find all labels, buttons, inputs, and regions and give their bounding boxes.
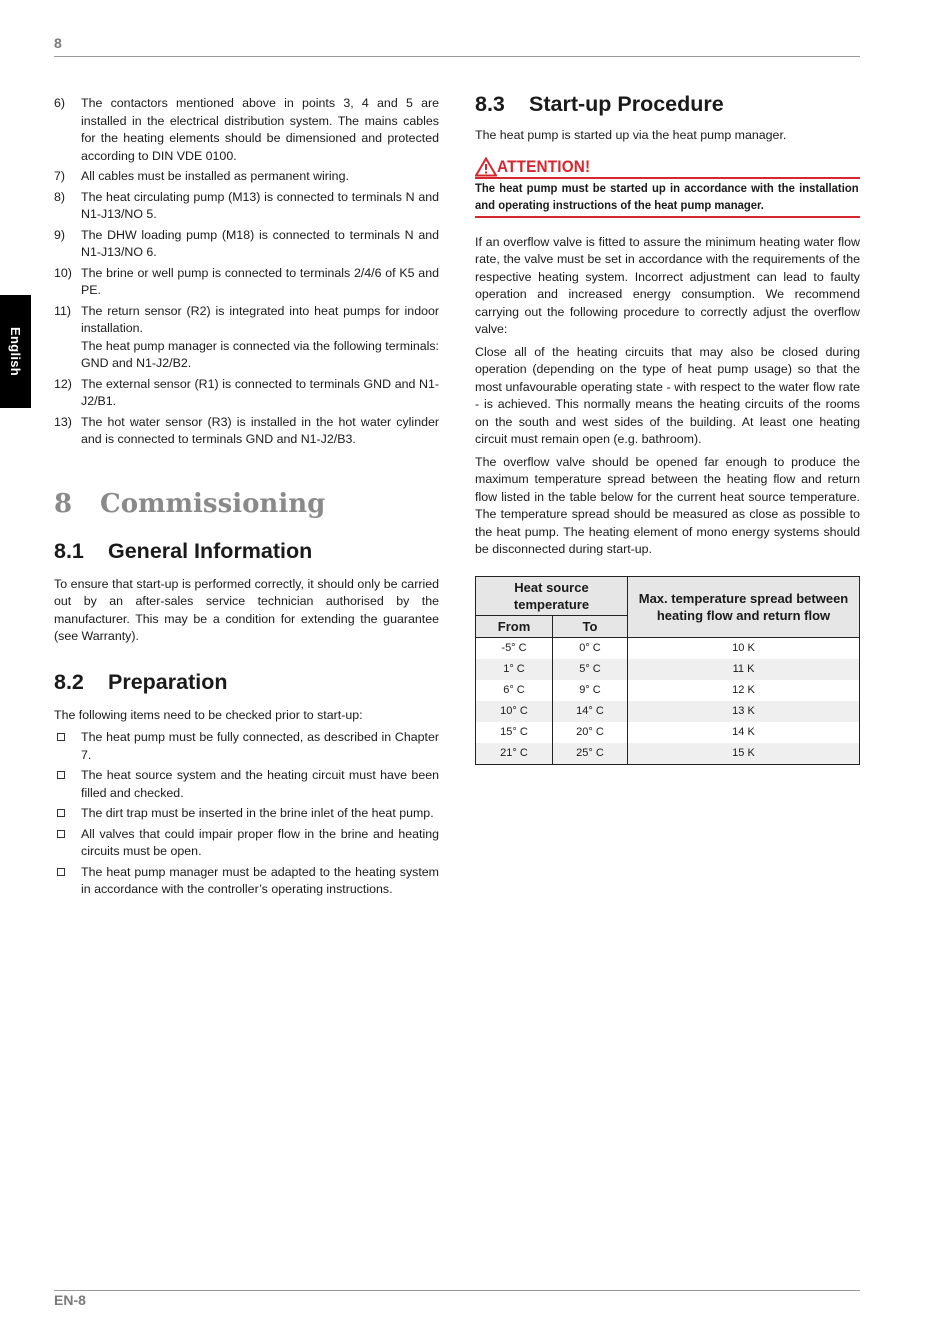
section-heading-8-3 [475, 92, 860, 117]
section-heading-8-2 [54, 670, 439, 695]
list-item-text: The hot water sensor (R3) is installed in the hot water cylinder and is connected to terminals GND and N1-J2/B3. [81, 414, 439, 446]
attention-label: ATTENTION! [497, 156, 591, 176]
language-tab-label: English [8, 326, 23, 377]
footer-rule [54, 1290, 860, 1291]
list-item [54, 189, 439, 224]
list-item-number: 9) [54, 227, 66, 242]
cell-spread: 10 K [628, 637, 860, 659]
section-number: 8.1 [54, 538, 84, 563]
list-item-number: 7) [54, 169, 66, 183]
square-bullet-icon [54, 729, 81, 764]
cell-from: -5° C [476, 637, 553, 659]
cell-spread: 12 K [628, 680, 860, 701]
square-bullet-icon [54, 767, 81, 802]
cell-spread: 13 K [628, 701, 860, 722]
section-number: 8.3 [475, 92, 505, 116]
list-item-text: All cables must be installed as permanent wiring. [81, 169, 349, 183]
list-item-text: The brine or well pump is connected to terminals 2/4/6 of K5 and PE. [81, 265, 439, 297]
chapter-number: 8 [54, 488, 73, 519]
checklist-item-text: The heat pump manager must be adapted to the heating system in accordance with the controller’s operating instructions. [81, 864, 439, 896]
list-item [54, 376, 439, 411]
checklist-item [54, 767, 439, 802]
wiring-notes-list [54, 95, 439, 449]
list-item-text-continued: The heat pump manager is connected via the following terminals: GND and N1-J2/B2. [81, 338, 439, 370]
checklist-item [54, 826, 439, 861]
list-item-text: The heat circulating pump (M13) is connected to terminals N and N1-J13/NO 5. [81, 189, 439, 221]
section-heading-8-1 [54, 539, 439, 564]
table-row [476, 637, 860, 659]
chapter-title: Commissioning [100, 488, 326, 519]
cell-spread: 11 K [628, 659, 860, 680]
cell-from: 1° C [476, 659, 553, 680]
general-information-paragraph: To ensure that start-up is performed correctly, it should only be carried out by an after-sales service technician authorised by the manufacturer. This may be a condition for extending the guarantee (see Warranty). [54, 576, 439, 643]
cell-to: 14° C [553, 701, 628, 722]
list-item [54, 303, 439, 373]
cell-to: 5° C [553, 659, 628, 680]
section-title: Preparation [108, 669, 228, 694]
table-row [476, 743, 860, 765]
table-header-heat-source: Heat source temperature [476, 576, 628, 615]
table-header-from: From [476, 615, 553, 637]
checklist-item-text: The heat source system and the heating circuit must have been filled and checked. [81, 768, 439, 800]
cell-spread: 15 K [628, 743, 860, 765]
table-row [476, 722, 860, 743]
checklist-item [54, 805, 439, 823]
list-item-number: 13) [54, 414, 72, 429]
table-row [476, 680, 860, 701]
list-item-text: The contactors mentioned above in points 3, 4 and 5 are installed in the electrical distribution system. The mains cables for the heating elements should be dimensioned and protected according to DIN VDE 0100. [81, 96, 439, 163]
list-item [54, 168, 439, 186]
checklist-item-text: All valves that could impair proper flow in the brine and heating circuits must be open. [81, 826, 439, 858]
left-column [54, 95, 439, 902]
table-header-to: To [553, 615, 628, 637]
section-title: General Information [108, 538, 313, 563]
startup-intro: The heat pump is started up via the heat pump manager. [475, 128, 787, 142]
list-item-number: 12) [54, 376, 72, 391]
table-row [476, 659, 860, 680]
checklist-item-text: The dirt trap must be inserted in the brine inlet of the heat pump. [81, 806, 434, 820]
cell-from: 15° C [476, 722, 553, 743]
cell-to: 20° C [553, 722, 628, 743]
header-rule [54, 56, 860, 57]
section-number: 8.2 [54, 669, 84, 694]
chapter-heading [54, 489, 439, 519]
attention-text: The heat pump must be started up in accordance with the installation and operating instructions of the heat pump manager. [475, 180, 859, 212]
warning-triangle-icon [475, 157, 497, 177]
overflow-valve-paragraph: If an overflow valve is fitted to assure the minimum heating water flow rate, the valve must be set in accordance with the requirements of the respective heating system. Incorrect adjustment can lead to faulty operation and increased energy consumption. We recommend carrying out the following procedure to correctly adjust the overflow valve: [475, 234, 860, 336]
attention-box [475, 157, 860, 218]
heating-circuits-paragraph: Close all of the heating circuits that may also be closed during operation (depending on the type of heat pump usage) so that the most unfavourable operating state - with respect to the water flow rate - is achieved. This normally means the heating circuits of the rooms on the south and west sides of the building. At least one heating circuit must remain open (e.g. bathroom). [475, 344, 860, 446]
section-title: Start-up Procedure [529, 92, 724, 116]
list-item [54, 265, 439, 300]
list-item-number: 11) [54, 303, 71, 318]
list-item-number: 8) [54, 189, 66, 204]
table-row [476, 701, 860, 722]
list-item [54, 227, 439, 262]
checklist-item [54, 864, 439, 899]
temperature-spread-table [475, 576, 860, 765]
list-item-text: The DHW loading pump (M18) is connected to terminals N and N1-J13/NO 6. [81, 227, 439, 259]
cell-from: 21° C [476, 743, 553, 765]
header-page-number: 8 [54, 35, 62, 51]
square-bullet-icon [54, 826, 81, 861]
cell-to: 9° C [553, 680, 628, 701]
checklist-item [54, 729, 439, 764]
square-bullet-icon [54, 864, 81, 899]
cell-to: 0° C [553, 637, 628, 659]
footer-page-label: EN-8 [54, 1292, 86, 1308]
list-item [54, 95, 439, 165]
cell-from: 10° C [476, 701, 553, 722]
list-item [54, 414, 439, 449]
cell-to: 25° C [553, 743, 628, 765]
list-item-text: The return sensor (R2) is integrated into heat pumps for indoor installation. [81, 303, 439, 335]
attention-header [475, 157, 860, 179]
table-header-max-spread: Max. temperature spread between heating flow and return flow [628, 576, 860, 637]
list-item-text: The external sensor (R1) is connected to terminals GND and N1-J2/B1. [81, 376, 439, 408]
cell-spread: 14 K [628, 722, 860, 743]
preparation-checklist [54, 729, 439, 899]
preparation-intro: The following items need to be checked prior to start-up: [54, 707, 363, 722]
temperature-spread-paragraph: The overflow valve should be opened far enough to produce the maximum temperature spread between the heating flow and return flow listed in the table below for the current heat source temperature. The temperature spread should be measured as close as possible to the heat pump. The heating element of mono energy systems should be disconnected during start-up. [475, 454, 860, 556]
cell-from: 6° C [476, 680, 553, 701]
list-item-number: 6) [54, 96, 66, 110]
square-bullet-icon [54, 805, 81, 823]
language-tab [0, 295, 31, 408]
list-item-number: 10) [54, 265, 72, 280]
right-column [475, 92, 860, 765]
checklist-item-text: The heat pump must be fully connected, as described in Chapter 7. [81, 730, 439, 762]
